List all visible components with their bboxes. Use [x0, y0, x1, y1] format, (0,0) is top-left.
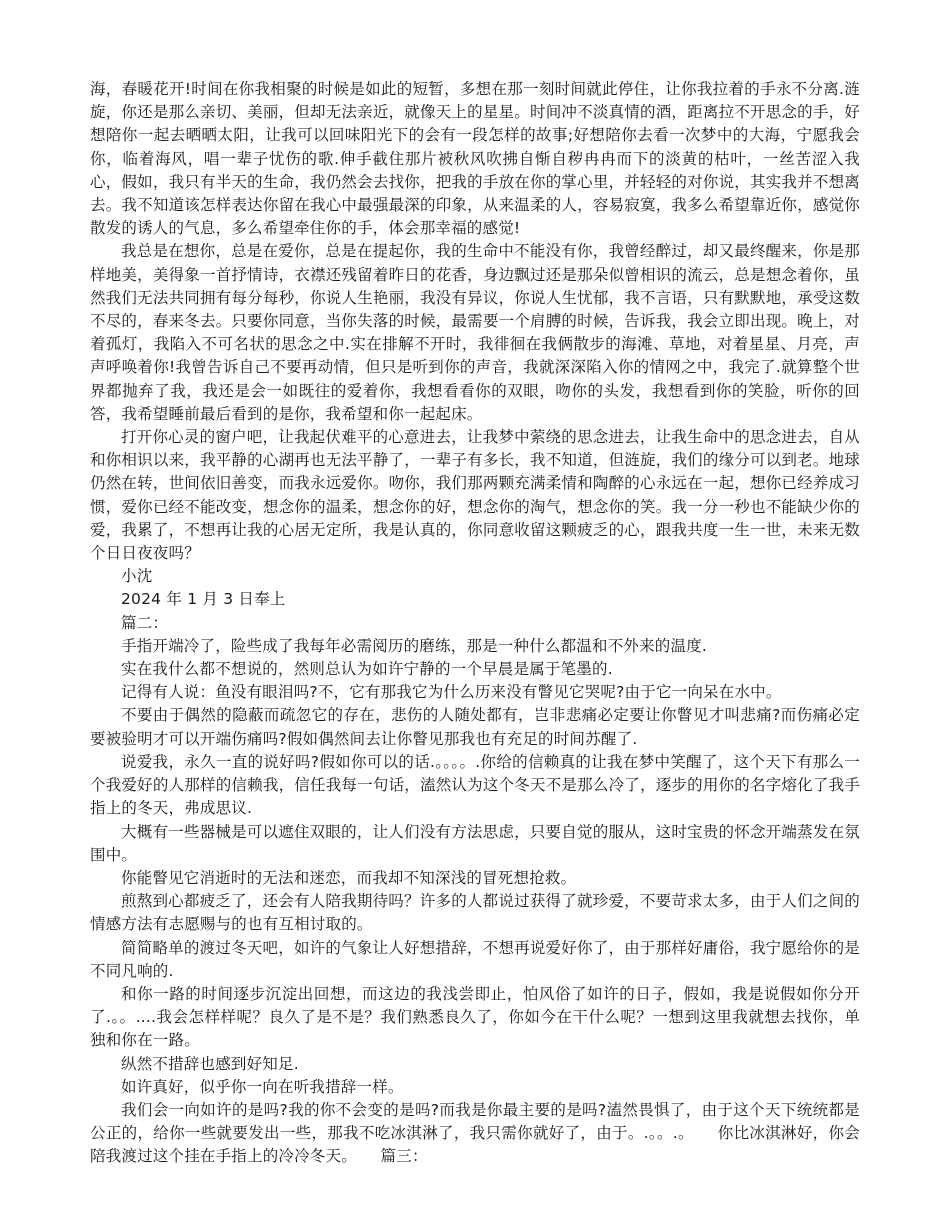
signature-name: 小沈 — [121, 567, 153, 586]
paragraph-10: 不要由于偶然的隐蔽而疏忽它的存在，悲伤的人随处都有，岂非悲痛必定要让你瞥见才叫悲痛?而伤痛必定要被验明才可以开端伤痛吗?假如偶然间去让你瞥见那我也有充足的时间苏醒了. — [90, 706, 860, 748]
document-page — [90, 78, 860, 1169]
paragraph-14: 煎熬到心都疲乏了，还会有人陪我期待吗？许多的人都说过获得了就珍爱，不要苛求太多，由于人们之间的情感方法有志愿赐与的也有互相讨取的。 — [90, 892, 860, 934]
paragraph-2: 我总是在想你，总是在爱你，总是在提起你，我的生命中不能没有你，我曾经醉过，却又最终醒来，你是那样地美，美得象一首抒情诗，衣襟还残留着昨日的花香，身边飘过还是那朵似曾相识的流云，总是想念着你，虽然我们无法共同拥有每分每秒，你说人生艳丽，我没有异议，你说人生忧郁，我不言语，只有默默地，承受这数不尽的，春来冬去。只要你同意，当你失落的时候，最需要一个肩膊的时候，告诉我，我会立即出现。晚上，对着孤灯，我陷入不可名状的思念之中.实在排解不开时，我徘徊在我俩散步的海滩、草地，对着星星、月亮，声声呼唤着你!我曾告诉自己不要再动情，但只是听到你的声音，我就深深陷入你的情网之中，我完了.就算整个世界都抛弃了我，我还是会一如既往的爱着你，我想看看你的双眼，吻你的头发，我想看到你的笑脸，听你的回答，我希望睡前最后看到的是你，我希望和你一起起床。 — [90, 242, 860, 423]
paragraph-9: 记得有人说：鱼没有眼泪吗?不，它有那我它为什么历来没有瞥见它哭呢?由于它一向呆在水中。 — [121, 683, 782, 702]
paragraph-15: 简简略单的渡过冬天吧，如许的气象让人好想措辞，不想再说爱好你了，由于那样好庸俗，我宁愿给你的是不同凡响的. — [90, 938, 860, 980]
paragraph-3: 打开你心灵的窗户吧，让我起伏难平的心意进去，让我梦中萦绕的思念进去，让我生命中的思念进去，自从和你相识以来，我平静的心湖再也无法平静了，一辈子有多长，我不知道，但涟旋，我们的缘分可以到老。地球仍然在转，世间依旧善变，而我永远爱你。吻你，我们那两颗充满柔情和陶醉的心永远在一起，想你已经养成习惯，爱你已经不能改变，想念你的温柔，想念你的好，想念你的淘气，想念你的笑。我一分一秒也不能缺少你的爱，我累了，不想再让我的心居无定所，我是认真的，你同意收留这颗疲乏的心，跟我共度一生一世，未来无数个日日夜夜吗？ — [90, 428, 860, 563]
paragraph-12: 大概有一些器械是可以遮住双眼的，让人们没有方法思虑，只要自觉的服从，这时宝贵的怀念开端蒸发在氛围中。 — [90, 822, 860, 864]
paragraph-11: 说爱我，永久一直的说好吗?假如你可以的话.。。。。.你给的信赖真的让我在梦中笑醒了，这个天下有那么一个我爱好的人那样的信赖我，信任我每一句话，溘然认为这个冬天不是那么冷了，逐步的用你的名字熔化了我手指上的冬天，弗成思议. — [90, 752, 860, 818]
paragraph-19: 我们会一向如许的是吗?我的你不会变的是吗?而我是你最主要的是吗?溘然畏惧了，由于这个天下统统都是公正的，给你一些就要发出一些，那我不吃冰淇淋了，我只需你就好了，由于。.。。.。 你比冰淇淋好，你会陪我渡过这个挂在手指上的冷冷冬天。 篇三： — [90, 1100, 860, 1166]
paragraph-7: 手指开端冷了，险些成了我每年必需阅历的磨练，那是一种什么都温和不外来的温度. — [121, 636, 708, 655]
paragraph-17: 纵然不措辞也感到好知足. — [121, 1054, 299, 1073]
section-heading-2: 篇二： — [121, 613, 169, 632]
paragraph-8: 实在我什么都不想说的，然则总认为如许宁静的一个早晨是属于笔墨的. — [121, 660, 613, 679]
paragraph-16: 和你一路的时间逐步沉淀出回想，而这边的我浅尝即止，怕风俗了如许的日子，假如，我是说假如你分开了.。。....我会怎样样呢？良久了是不是？我们熟悉良久了，你如今在干什么呢？一想到这里我就想去找你，单独和你在一路。 — [90, 984, 860, 1050]
signature-date: 2024 年 1 月 3 日奉上 — [121, 590, 286, 609]
paragraph-1: 海，春暖花开!时间在你我相聚的时候是如此的短暂，多想在那一刻时间就此停住，让你我拉着的手永不分离.涟旋，你还是那么亲切、美丽，但却无法亲近，就像天上的星星。时间冲不淡真情的酒，距离拉不开思念的手，好想陪你一起去晒晒太阳，让我可以回味阳光下的会有一段怎样的故事;好想陪你去看一次梦中的大海，宁愿我会你，临着海风，唱一辈子忧伤的歌.伸手截住那片被秋风吹拂自惭自秽冉冉而下的淡黄的枯叶，一丝苦涩入我心，假如，我只有半天的生命，我仍然会去找你，把我的手放在你的掌心里，并轻轻的对你说，其实我并不想离去。我不知道该怎样表达你留在我心中最强最深的印象，从来温柔的人，容易寂寞，我多么希望靠近你，感觉你散发的诱人的气息，多么希望牵住你的手，体会那幸福的感觉! — [90, 80, 860, 238]
paragraph-13: 你能瞥见它消逝时的无法和迷恋，而我却不知深浅的冒死想抢救。 — [121, 868, 577, 887]
paragraph-18: 如许真好，似乎你一向在听我措辞一样。 — [121, 1077, 404, 1096]
